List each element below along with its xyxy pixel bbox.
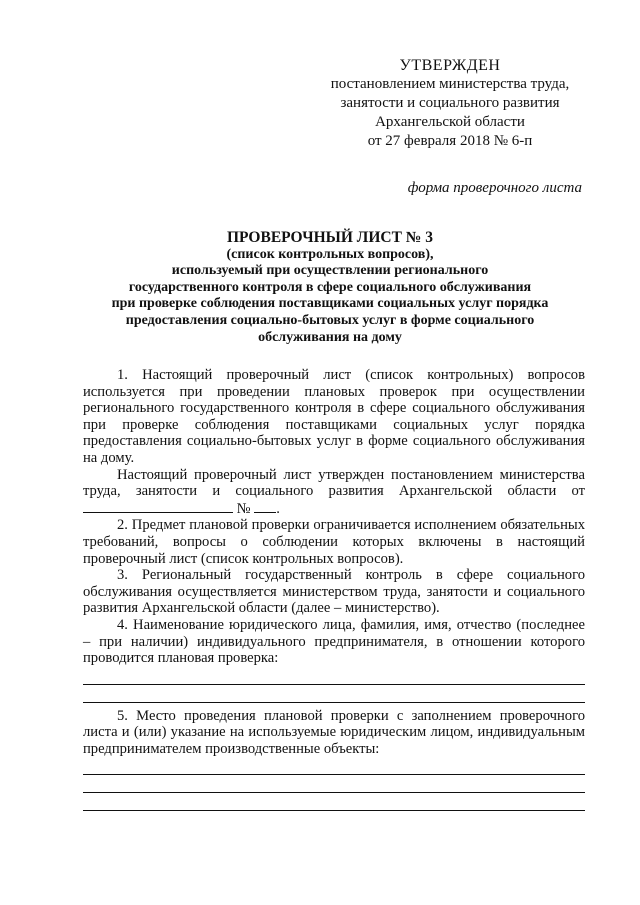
paragraph-1b: Настоящий проверочный лист утвержден постановлением министерства труда, занятости и социального развития Архангельской области от № .: [83, 466, 585, 517]
approval-line-2: занятости и социального развития: [340, 95, 560, 111]
fill-line: [83, 757, 585, 775]
title-line-1: ПРОВЕРОЧНЫЙ ЛИСТ № 3: [226, 229, 433, 246]
paragraph-5: 5. Место проведения плановой проверки с заполнением проверочного листа и (или) указание на используемые юридическим лицом, индивидуальным предпринимателем производственные объекты:: [83, 707, 585, 757]
fill-line: [83, 685, 585, 703]
approval-line-4: от 27 февраля 2018 № 6-п: [367, 133, 533, 149]
title-line-5: при проверке соблюдения поставщиками социальных услуг порядка: [111, 296, 549, 312]
title-line-3: используемый при осуществлении регионального: [171, 263, 489, 279]
paragraph-3: 3. Региональный государственный контроль в сфере социального обслуживания осуществляется министерством труда, занятости и социального развития Архангельской области (далее – министерство).: [83, 567, 585, 617]
fill-line: [83, 667, 585, 685]
fill-line: [83, 775, 585, 793]
title-line-2: (список контрольных вопросов),: [226, 246, 434, 262]
number-sign: №: [236, 500, 251, 517]
approval-line-3: Архангельской области: [375, 114, 525, 130]
title-line-4: государственного контроля в сфере социального обслуживания: [128, 279, 532, 295]
title-line-6: предоставления социально-бытовых услуг в форме социального: [125, 312, 535, 328]
document-body: [83, 367, 585, 811]
document-title: [80, 230, 580, 346]
approval-block: [300, 56, 600, 151]
number-blank: [254, 500, 276, 513]
fill-line: [83, 793, 585, 811]
approval-heading: УТВЕРЖДЕН: [399, 57, 501, 74]
title-line-7: обслуживания на дому: [258, 329, 402, 345]
paragraph-1: 1. Настоящий проверочный лист (список контрольных) вопросов используется при проведении плановых проверок при осуществлении регионального государственного контроля в сфере социального обслуживания при проверке соблюдения поставщиками социальных услуг порядка предоставления социально-бытовых услуг в форме социального обслуживания на дому.: [83, 367, 585, 466]
approval-line-1: постановлением министерства труда,: [330, 76, 570, 92]
paragraph-4: 4. Наименование юридического лица, фамилия, имя, отчество (последнее – при наличии) индивидуального предпринимателя, в отношении которого проводится плановая проверка:: [83, 616, 585, 667]
date-blank: [83, 500, 233, 513]
paragraph-1b-text: Настоящий проверочный лист утвержден постановлением министерства труда, занятости и социального развития Архангельской области от: [83, 466, 585, 500]
paragraph-2: 2. Предмет плановой проверки ограничивается исполнением обязательных требований, вопросы о соблюдении которых включены в настоящий проверочный лист (список контрольных вопросов).: [83, 517, 585, 567]
form-note: форма проверочного листа: [407, 180, 582, 196]
